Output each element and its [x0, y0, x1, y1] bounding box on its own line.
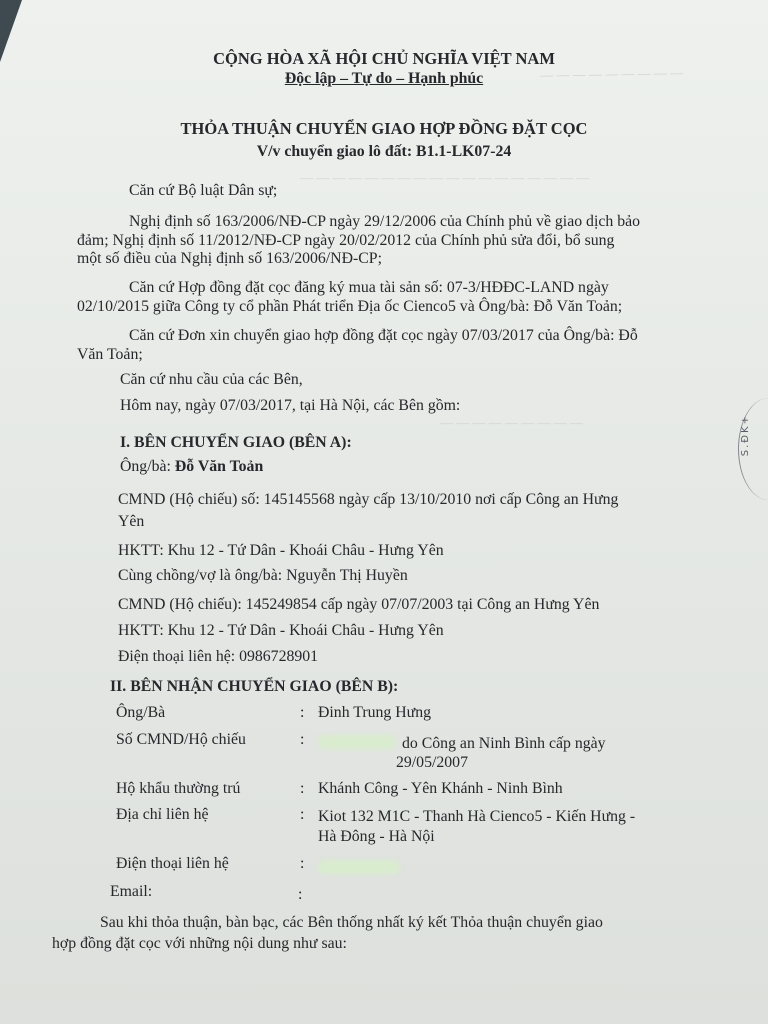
redacted-phone-number: [318, 860, 400, 874]
party-a-phone: Điện thoại liên hệ: 0986728901: [118, 648, 319, 665]
party-a-name: [120, 458, 263, 476]
preamble-deposit-contract: Căn cứ Hợp đồng đặt cọc đăng ký mua tài sản số: 07-3/HĐĐC-LAND ngày: [129, 279, 609, 296]
preamble-deposit-contract: 02/10/2015 giữa Công ty cổ phần Phát triển Địa ốc Cienco5 và Ông/bà: Đỗ Văn Toản;: [77, 298, 623, 315]
party-b-colon: :: [300, 806, 305, 823]
party-b-colon: :: [298, 886, 303, 903]
party-b-label: Điện thoại liên hệ: [116, 855, 229, 872]
party-a-name-label: Ông/bà:: [120, 458, 175, 475]
party-b-id-date: 29/05/2007: [396, 754, 468, 771]
document-subject: V/v chuyển giao lô đất: B1.1-LK07-24: [256, 143, 512, 160]
bleed-through-text: — — — — — — — — —: [440, 415, 583, 430]
preamble-decree-line: một số điều của Nghị định số 163/2006/NĐ-CP;: [77, 250, 382, 267]
preamble-date-place: Hôm nay, ngày 07/03/2017, tại Hà Nội, các Bên gồm:: [120, 397, 461, 414]
party-b-address-value: Kiot 132 M1C - Thanh Hà Cienco5 - Kiến Hưng -: [318, 808, 636, 825]
bleed-through-text: — — — — — — — — — — — — — — — — — —: [300, 170, 590, 185]
party-b-label: Số CMND/Hộ chiếu: [116, 731, 246, 748]
party-a-id-line: CMND (Hộ chiếu) số: 145145568 ngày cấp 13/10/2010 nơi cấp Công an Hưng: [118, 491, 619, 508]
party-b-colon: :: [300, 855, 305, 872]
party-a-spouse-residence: HKTT: Khu 12 - Tứ Dân - Khoái Châu - Hưng Yên: [118, 622, 444, 639]
closing-paragraph: hợp đồng đặt cọc với những nội dung như sau:: [52, 935, 347, 952]
party-a-spouse: [118, 567, 408, 585]
party-b-label: Ông/Bà: [116, 704, 166, 721]
motto: [0, 70, 768, 88]
party-a-heading: I. BÊN CHUYỂN GIAO (BÊN A):: [120, 434, 352, 451]
seal-stamp-text: S.ĐK+: [740, 414, 751, 457]
party-a-residence: HKTT: Khu 12 - Tứ Dân - Khoái Châu - Hưng Yên: [118, 542, 444, 559]
party-b-colon: :: [300, 780, 305, 797]
preamble-transfer-request: Căn cứ Đơn xin chuyển giao hợp đồng đặt cọc ngày 07/03/2017 của Ông/bà: Đỗ: [129, 327, 638, 344]
preamble-decree-line: đảm; Nghị định số 11/2012/NĐ-CP ngày 20/02/2012 của Chính phủ sửa đổi, bổ sung: [77, 232, 615, 249]
bleed-through-text: — — — — — — — — —: [539, 64, 684, 83]
party-b-label: Email:: [110, 883, 153, 900]
party-b-label: Hộ khẩu thường trú: [116, 780, 241, 797]
party-b-heading: II. BÊN NHẬN CHUYỂN GIAO (BÊN B):: [110, 678, 399, 695]
party-a-id-line: Yên: [118, 513, 145, 530]
party-b-id-issuer: do Công an Ninh Bình cấp ngày: [402, 735, 606, 752]
party-b-colon: :: [300, 704, 305, 721]
party-b-residence-value: Khánh Công - Yên Khánh - Ninh Bình: [318, 780, 563, 797]
party-a-spouse-id: CMND (Hộ chiếu): 145249854 cấp ngày 07/07/2003 tại Công an Hưng Yên: [118, 596, 600, 613]
document-title: THỎA THUẬN CHUYỂN GIAO HỢP ĐỒNG ĐẶT CỌC: [180, 119, 588, 138]
preamble-transfer-request: Văn Toản;: [77, 346, 143, 363]
preamble-decree-line: Nghị định số 163/2006/NĐ-CP ngày 29/12/2006 của Chính phủ về giao dịch bảo: [129, 213, 641, 230]
nation-heading: CỘNG HÒA XÃ HỘI CHỦ NGHĨA VIỆT NAM: [213, 49, 555, 68]
party-a-name-value: Đỗ Văn Toản: [174, 458, 264, 475]
party-b-colon: :: [300, 731, 305, 748]
motto-text: Độc lập – Tự do – Hạnh phúc: [284, 70, 484, 87]
party-b-name-value: Đinh Trung Hưng: [318, 704, 432, 721]
party-a-spouse-value: Nguyễn Thị Huyền: [286, 567, 408, 584]
party-b-address-value: Hà Đông - Hà Nội: [318, 828, 435, 845]
redacted-id-number: [318, 735, 396, 749]
closing-paragraph: Sau khi thỏa thuận, bàn bạc, các Bên thống nhất ký kết Thỏa thuận chuyển giao: [100, 914, 603, 931]
party-a-spouse-label: Cùng chồng/vợ là ông/bà:: [118, 567, 287, 584]
preamble-civil-code: Căn cứ Bộ luật Dân sự;: [129, 182, 278, 199]
preamble-needs: Căn cứ nhu cầu của các Bên,: [120, 371, 303, 388]
party-b-label: Địa chỉ liên hệ: [116, 806, 209, 823]
